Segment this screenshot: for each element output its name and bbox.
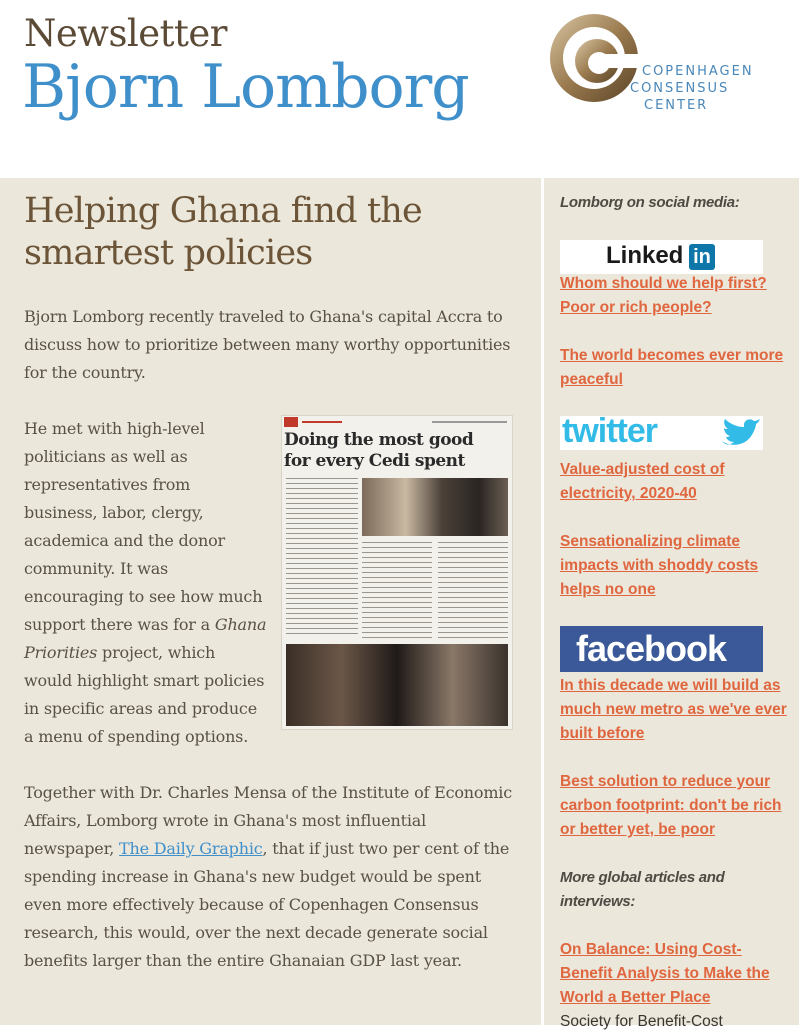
newsletter-header (0, 0, 799, 178)
logo-ring-icon (548, 10, 642, 110)
p2-line (24, 639, 279, 667)
twitter-article-link[interactable]: Sensationalizing climate impacts with shoddy costs helps no one (560, 533, 759, 598)
clipping-title-line2: for every Cedi spent (284, 451, 465, 471)
article-paragraph-3 (24, 779, 514, 975)
more-articles-heading: More global articles and interviews: (560, 869, 725, 910)
logo-text-line1: COPENHAGEN (642, 64, 754, 79)
daily-graphic-link[interactable]: The Daily Graphic (119, 839, 263, 858)
ghana-italic: Ghana (214, 615, 267, 634)
linkedin-in-icon: in (689, 244, 715, 270)
clipping-title-line1: Doing the most good (284, 430, 474, 450)
logo-text-line3: CENTER (644, 98, 709, 113)
p2-line: community. It was (24, 559, 169, 578)
p2-line: politicians as well as (24, 447, 188, 466)
p3-text: Together with Dr. Charles Mensa of the Institute of Economic Affairs, Lomborg wrote in Ghana's most influential newspaper, (24, 783, 512, 858)
p2-line: business, labor, clergy, (24, 503, 204, 522)
linkedin-article-link[interactable]: The world becomes ever more peaceful (560, 347, 784, 388)
p2-line: in specific areas and produce (24, 699, 257, 718)
clipping-photo-portraits (362, 478, 508, 536)
article-source: Society for Benefit-Cost (560, 1013, 723, 1030)
facebook-article-link[interactable]: In this decade we will build as much new metro as we've ever built before (560, 677, 787, 742)
clipping-text-column (362, 542, 432, 638)
p2-text: support there was for a (24, 615, 215, 634)
linkedin-logo[interactable] (560, 240, 763, 274)
p2-line: academica and the donor (24, 531, 225, 550)
author-name: Bjorn Lomborg (22, 52, 469, 122)
twitter-brand-text: twitter (562, 412, 657, 450)
p3-text: , that if just two per cent of the spending increase in Ghana's new budget would be spent even more effectively because of Copenhagen Consensus research, this would, over the next decade generate social benefits larger than the entire Ghanaian GDP last year. (24, 839, 510, 970)
p2-text: project, which (97, 643, 216, 662)
article-paragraph-2 (24, 415, 279, 751)
headline-line2: smartest policies (24, 233, 313, 273)
headline-line1: Helping Ghana find the (24, 191, 422, 231)
priorities-italic: Priorities (24, 643, 98, 662)
clipping-title (284, 430, 473, 472)
p2-line (24, 611, 279, 639)
p2-line: representatives from (24, 475, 191, 494)
social-heading: Lomborg on social media: (560, 194, 740, 211)
twitter-bird-icon (720, 419, 760, 449)
p2-line: He met with high-level (24, 419, 205, 438)
p2-line: would highlight smart policies (24, 671, 265, 690)
p2-line: encouraging to see how much (24, 587, 263, 606)
copenhagen-consensus-logo[interactable] (548, 10, 788, 118)
facebook-logo[interactable] (560, 626, 763, 672)
social-sidebar (541, 178, 799, 1030)
newspaper-clipping-image (281, 415, 513, 730)
linkedin-article-link[interactable]: Whom should we help first? Poor or rich people? (560, 275, 767, 316)
twitter-logo[interactable] (560, 412, 763, 450)
article-column (0, 178, 541, 1025)
clipping-masthead (282, 416, 512, 428)
facebook-brand-text: facebook (576, 628, 727, 669)
newsletter-label: Newsletter (24, 12, 227, 55)
clipping-photo-speaker (286, 644, 508, 726)
logo-text-line2: CONSENSUS (630, 81, 730, 96)
article-intro: Bjorn Lomborg recently traveled to Ghana's capital Accra to discuss how to prioritize between many worthy opportunities for the country. (24, 307, 511, 382)
on-balance-article-link[interactable]: On Balance: Using Cost-Benefit Analysis to Make the World a Better Place (560, 941, 770, 1006)
clipping-text-column (286, 478, 358, 638)
twitter-article-link[interactable]: Value-adjusted cost of electricity, 2020-40 (560, 461, 725, 502)
linkedin-brand-text: Linked (606, 242, 684, 269)
article-headline (24, 190, 524, 274)
facebook-article-link[interactable]: Best solution to reduce your carbon footprint: don't be rich or better yet, be poor (560, 773, 782, 838)
clipping-text-column (438, 542, 508, 638)
p2-line: a menu of spending options. (24, 727, 249, 746)
